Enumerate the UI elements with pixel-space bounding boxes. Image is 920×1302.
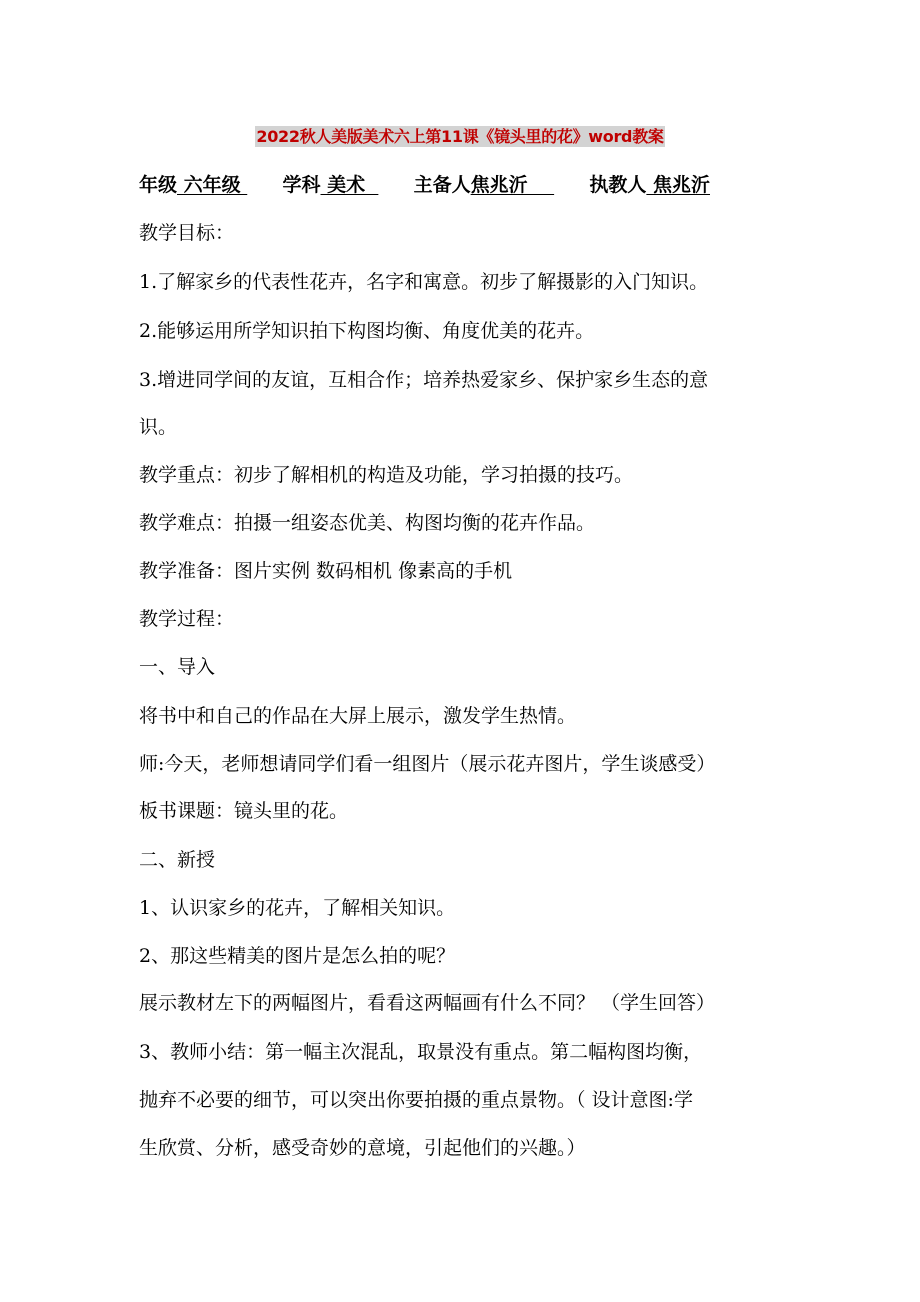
body-line: 教学目标：: [139, 222, 235, 244]
lesson-meta-row: [139, 170, 839, 197]
teacher-value: 焦兆沂: [646, 174, 710, 196]
body-line: 3、教师小结：第一幅主次混乱，取景没有重点。第二幅构图均衡，: [139, 1041, 703, 1063]
subject-value: 美术: [320, 174, 379, 196]
preparer-value: 焦兆沂: [470, 174, 555, 196]
body-line: 1、认识家乡的花卉，了解相关知识。: [139, 897, 456, 919]
body-line: 2、那这些精美的图片是怎么拍的呢？: [139, 945, 456, 967]
body-line: 教学重点：初步了解相机的构造及功能，学习拍摄的技巧。: [139, 464, 634, 486]
document-title: [0, 124, 920, 147]
body-line: 抛弃不必要的细节，可以突出你要拍摄的重点景物。（ 设计意图:学: [139, 1089, 693, 1111]
body-line: 教学准备：图片实例 数码相机 像素高的手机: [139, 560, 513, 582]
teacher-label: 执教人: [589, 174, 647, 196]
body-line: 识。: [139, 416, 178, 438]
body-line: 2.能够运用所学知识拍下构图均衡、角度优美的花卉。: [139, 320, 595, 342]
body-line: 生欣赏、分析，感受奇妙的意境，引起他们的兴趣。）: [139, 1137, 586, 1159]
body-line: 教学难点：拍摄一组姿态优美、构图均衡的花卉作品。: [139, 512, 596, 534]
grade-label: 年级: [139, 174, 178, 196]
body-line: 一、导入: [139, 656, 216, 678]
subject-label: 学科: [282, 174, 321, 196]
body-line: 展示教材左下的两幅图片，看看这两幅画有什么不同？ （学生回答）: [139, 992, 716, 1014]
document-title-text: 2022秋人美版美术六上第11课《镜头里的花》word教案: [256, 127, 664, 146]
body-line: 师:今天，老师想请同学们看一组图片（展示花卉图片，学生谈感受）: [139, 753, 716, 775]
body-line: 教学过程：: [139, 608, 235, 630]
body-line: 1.了解家乡的代表性花卉，名字和寓意。初步了解摄影的入门知识。: [139, 271, 709, 293]
body-line: 将书中和自己的作品在大屏上展示，激发学生热情。: [139, 705, 577, 727]
body-line: 板书课题：镜头里的花。: [139, 800, 349, 822]
body-line: 二、新授: [139, 849, 216, 871]
grade-value: 六年级: [177, 174, 248, 196]
preparer-label: 主备人: [413, 174, 471, 196]
body-line: 3.增进同学间的友谊，互相合作；培养热爱家乡、保护家乡生态的意: [139, 369, 709, 391]
